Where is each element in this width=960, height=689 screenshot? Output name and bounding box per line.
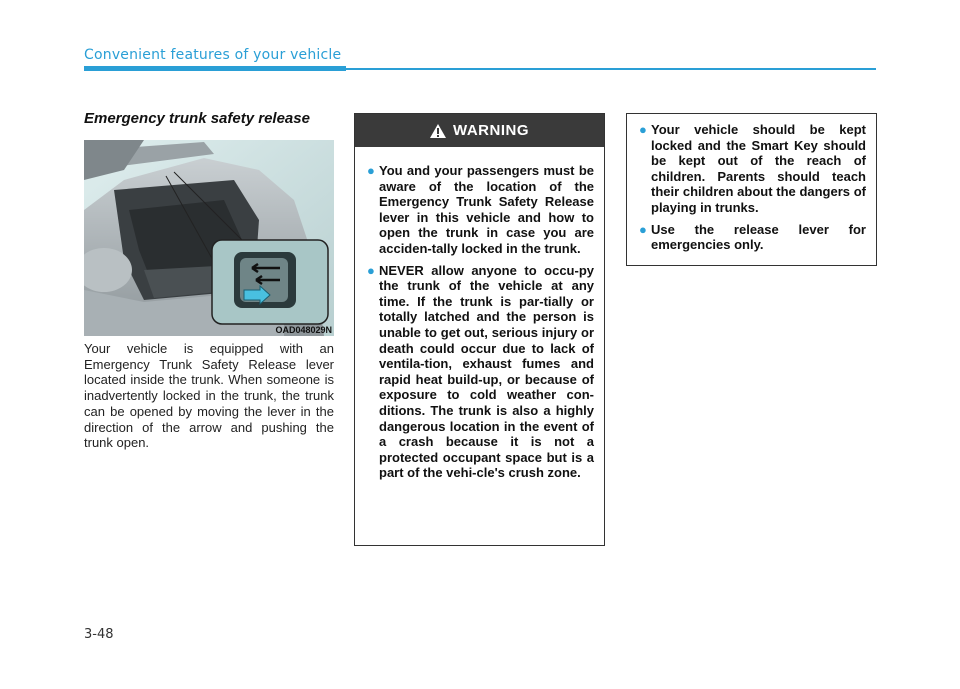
bullet-icon: ● <box>367 163 375 178</box>
warning-list <box>355 147 604 481</box>
bullet-icon: ● <box>639 221 647 237</box>
bullet-icon: ● <box>639 122 647 137</box>
warning-item <box>367 163 594 257</box>
warning-item-text: Your vehicle should be kept locked and the Smart Key should be kept out of the reach of children. Parents should teach their children about the dangers of playing in trunks. <box>651 122 866 215</box>
section-title: Emergency trunk safety release <box>84 110 310 127</box>
warning-title: WARNING <box>453 122 529 139</box>
warning-header <box>355 114 604 147</box>
body-paragraph: Your vehicle is equipped with an Emergency Trunk Safety Release lever located inside the trunk. When someone is inadvertently locked in the trunk, the trunk can be opened by moving the lever in the direction of the arrow and pushing the trunk open. <box>84 341 334 451</box>
warning-item <box>367 263 594 481</box>
warning-item-text: Use the release lever for emergencies only. <box>651 221 866 253</box>
figure-code: OAD048029N <box>275 325 332 335</box>
page-number: 3-48 <box>84 627 114 642</box>
trunk-release-lever-illustration <box>84 140 334 336</box>
header-rule-thick <box>84 66 346 71</box>
warning-continued-list <box>627 114 876 253</box>
trunk-figure <box>84 140 334 336</box>
header-rule-thin <box>346 68 876 70</box>
warning-item-text: You and your passengers must be aware of the location of the Emergency Trunk Safety Release lever in this vehicle and how to open the trunk in case you are acciden-tally locked in the trunk. <box>379 163 594 256</box>
warning-continued-box <box>626 113 877 266</box>
warning-item <box>639 222 866 253</box>
header-title: Convenient features of your vehicle <box>84 47 342 63</box>
warning-item <box>639 122 866 216</box>
warning-triangle-icon <box>430 124 446 138</box>
warning-box <box>354 113 605 546</box>
warning-item-text: NEVER allow anyone to occu-py the trunk of the vehicle at any time. If the trunk is par-tially or totally latched and the person is unable to get out, serious injury or death could occur due to lack of ventila-tion, exhaust fumes and rapid heat build-up, or because of exposure to cold weather con-ditions. The trunk is also a highly dangerous location in the event of a crash because it is not a protected occupant space but is a part of the vehi-cle's crush zone. <box>379 262 594 481</box>
bullet-icon: ● <box>367 262 375 278</box>
